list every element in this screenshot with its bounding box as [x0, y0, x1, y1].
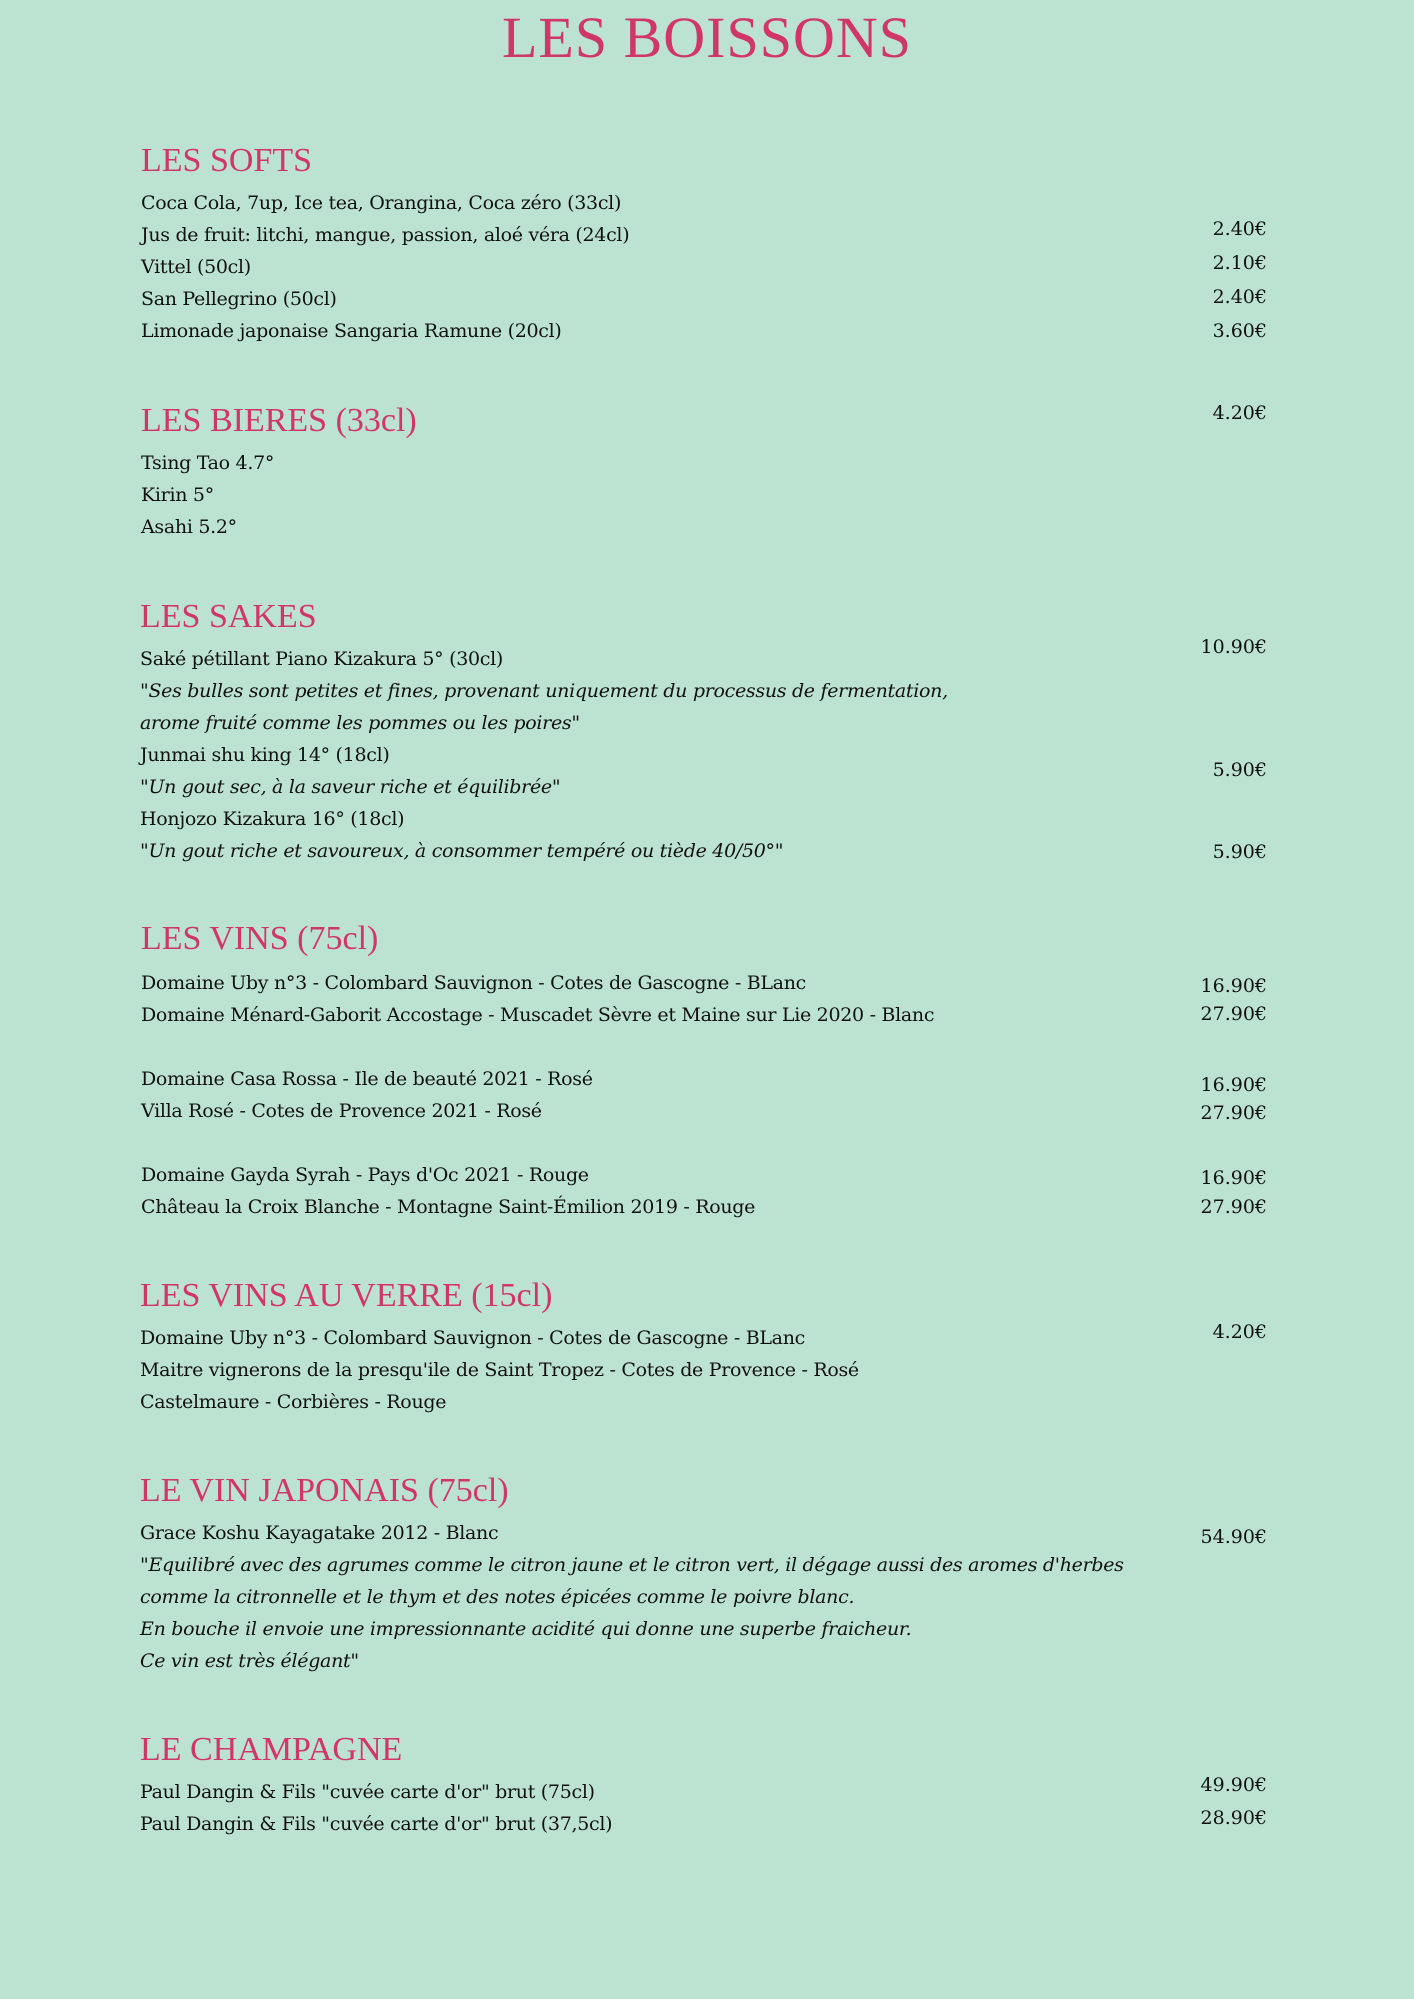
section-heading-sakes: LES SAKES: [140, 598, 317, 635]
price: 3.60€: [1212, 320, 1267, 342]
price: 2.40€: [1212, 286, 1267, 308]
price: 49.90€: [1200, 1774, 1267, 1796]
menu-item-description: "Ses bulles sont petites et fines, provenant uniquement du processus de fermentation,: [140, 680, 948, 702]
section-heading-vin-japonais: LE VIN JAPONAIS (75cl): [140, 1472, 509, 1509]
menu-item-description: "Un gout riche et savoureux, à consommer tempéré ou tiède 40/50°": [140, 840, 784, 862]
menu-item-description: "Un gout sec, à la saveur riche et équilibrée": [140, 776, 561, 798]
menu-item: Asahi 5.2°: [141, 516, 237, 538]
price: 5.90€: [1212, 759, 1267, 781]
price: 16.90€: [1200, 975, 1267, 997]
menu-item: Grace Koshu Kayagatake 2012 - Blanc: [140, 1522, 499, 1544]
menu-item: Paul Dangin & Fils "cuvée carte d'or" brut (75cl): [140, 1781, 595, 1803]
price: 2.10€: [1212, 252, 1267, 274]
price: 27.90€: [1200, 1102, 1267, 1124]
menu-item: Domaine Casa Rossa - Ile de beauté 2021 - Rosé: [141, 1068, 593, 1090]
price: 28.90€: [1200, 1807, 1267, 1829]
menu-item: Vittel (50cl): [141, 256, 251, 278]
price: 4.20€: [1212, 1321, 1267, 1343]
menu-item: Coca Cola, 7up, Ice tea, Orangina, Coca zéro (33cl): [141, 192, 622, 214]
menu-item: Domaine Uby n°3 - Colombard Sauvignon - Cotes de Gascogne - BLanc: [140, 1327, 805, 1349]
section-heading-softs: LES SOFTS: [141, 142, 312, 179]
menu-item-description: arome fruité comme les pommes ou les poires": [140, 712, 580, 734]
menu-item-description: comme la citronnelle et le thym et des notes épicées comme le poivre blanc.: [140, 1586, 855, 1608]
menu-item: Limonade japonaise Sangaria Ramune (20cl): [141, 320, 562, 342]
price: 16.90€: [1200, 1074, 1267, 1096]
menu-item: Domaine Ménard-Gaborit Accostage - Muscadet Sèvre et Maine sur Lie 2020 - Blanc: [141, 1004, 935, 1026]
price: 2.40€: [1212, 218, 1267, 240]
section-heading-champagne: LE CHAMPAGNE: [140, 1731, 403, 1768]
price: 16.90€: [1200, 1167, 1267, 1189]
price: 27.90€: [1200, 1196, 1267, 1218]
menu-item: San Pellegrino (50cl): [141, 288, 337, 310]
price: 10.90€: [1200, 636, 1267, 658]
menu-item: Villa Rosé - Cotes de Provence 2021 - Rosé: [141, 1100, 542, 1122]
menu-item: Paul Dangin & Fils "cuvée carte d'or" brut (37,5cl): [140, 1813, 613, 1835]
menu-item-description: En bouche il envoie une impressionnante acidité qui donne une superbe fraicheur.: [140, 1618, 912, 1640]
section-heading-vins: LES VINS (75cl): [141, 920, 379, 957]
menu-item-description: "Equilibré avec des agrumes comme le citron jaune et le citron vert, il dégage aussi des aromes d'herbes: [140, 1554, 1124, 1576]
menu-item: Kirin 5°: [141, 484, 214, 506]
price: 4.20€: [1212, 402, 1267, 424]
menu-item-description: Ce vin est très élégant": [140, 1650, 359, 1672]
menu-item: Château la Croix Blanche - Montagne Saint-Émilion 2019 - Rouge: [141, 1196, 756, 1218]
menu-item: Domaine Gayda Syrah - Pays d'Oc 2021 - Rouge: [141, 1164, 589, 1186]
section-heading-bieres: LES BIERES (33cl): [141, 402, 417, 439]
price: 5.90€: [1212, 841, 1267, 863]
menu-item: Tsing Tao 4.7°: [141, 452, 275, 474]
price: 27.90€: [1200, 1003, 1267, 1025]
menu-item: Domaine Uby n°3 - Colombard Sauvignon - Cotes de Gascogne - BLanc: [141, 972, 806, 994]
menu-item: Castelmaure - Corbières - Rouge: [140, 1391, 447, 1413]
price: 54.90€: [1200, 1526, 1267, 1548]
menu-item: Saké pétillant Piano Kizakura 5° (30cl): [140, 648, 504, 670]
section-heading-vins-au-verre: LES VINS AU VERRE (15cl): [140, 1277, 553, 1314]
menu-item: Maitre vignerons de la presqu'ile de Saint Tropez - Cotes de Provence - Rosé: [140, 1359, 859, 1381]
menu-item: Honjozo Kizakura 16° (18cl): [140, 808, 405, 830]
page-title: LES BOISSONS: [501, 5, 913, 70]
menu-item: Jus de fruit: litchi, mangue, passion, aloé véra (24cl): [141, 224, 630, 246]
menu-item: Junmai shu king 14° (18cl): [140, 744, 390, 766]
